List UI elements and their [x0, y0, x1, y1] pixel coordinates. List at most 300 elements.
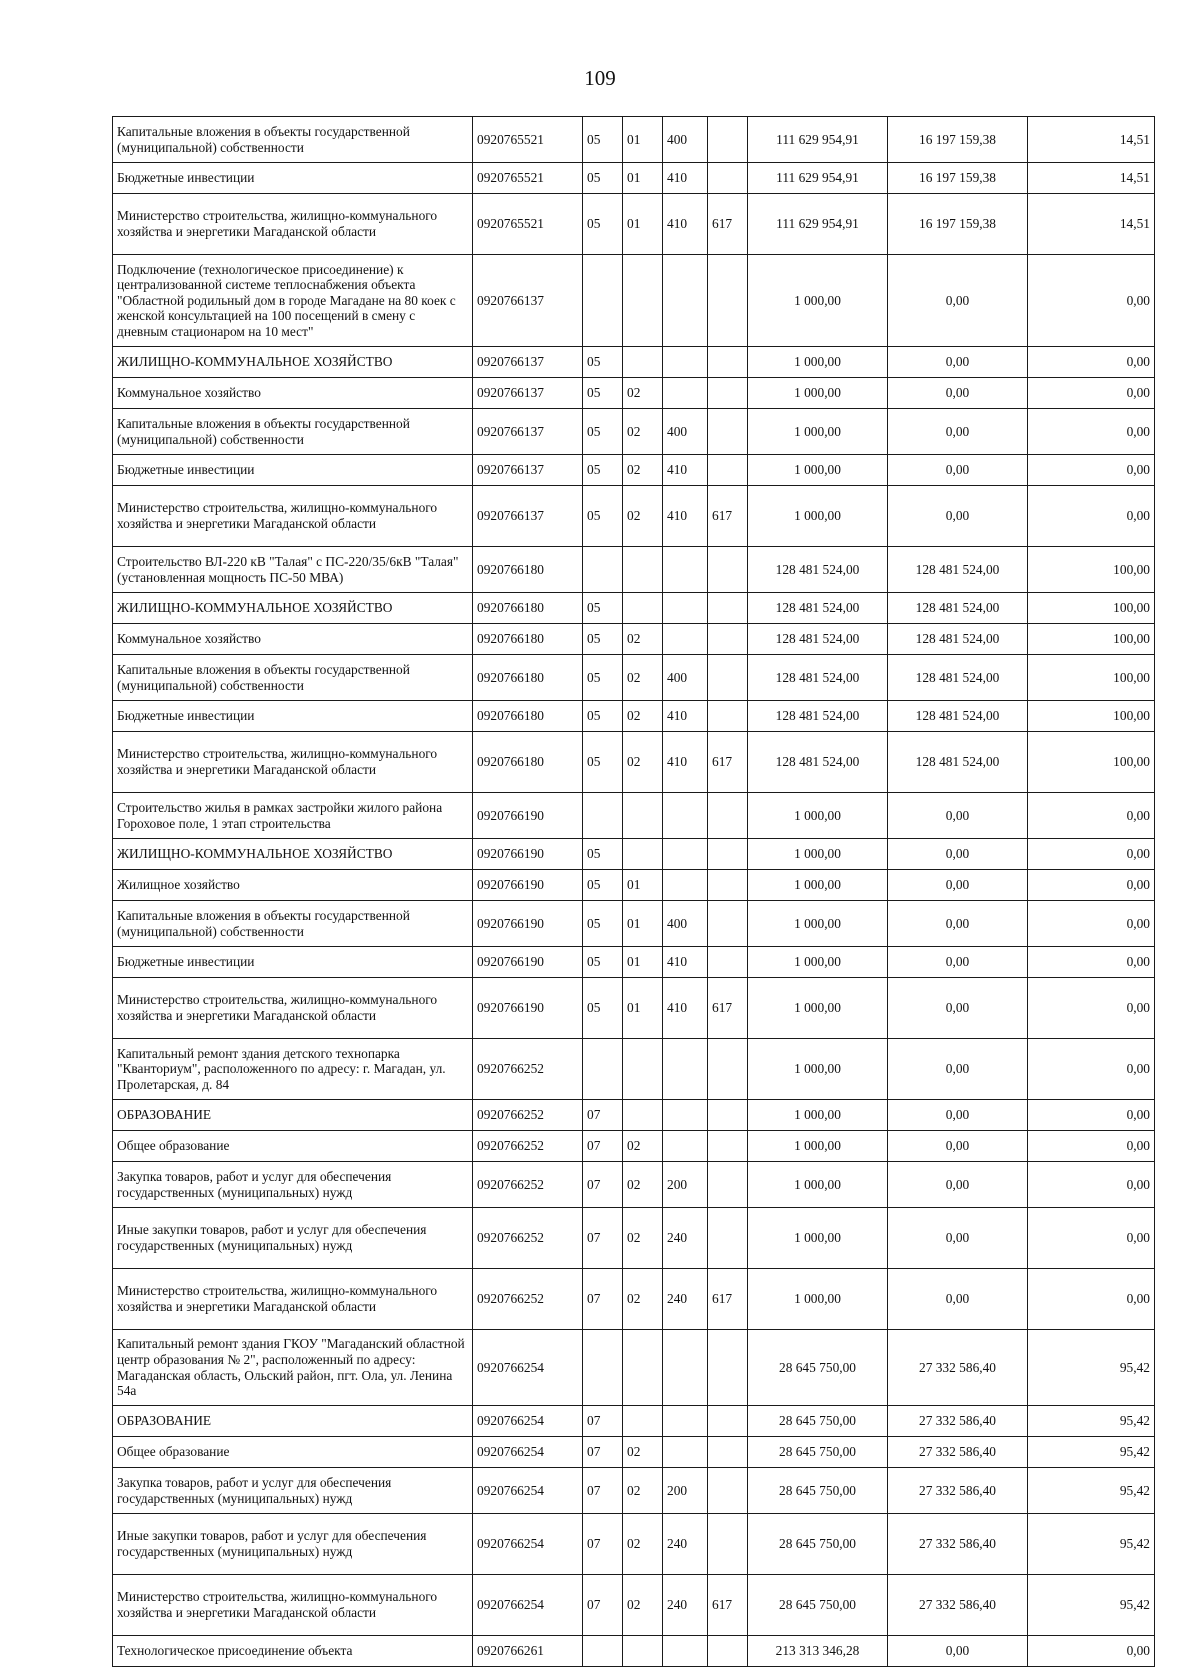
- subsection-code: 02: [623, 1131, 663, 1162]
- executed-amount: 0,00: [888, 870, 1028, 901]
- table-row: [113, 655, 1155, 701]
- row-name: Капитальные вложения в объекты государственной (муниципальной) собственности: [113, 409, 473, 455]
- row-name: ОБРАЗОВАНИЕ: [113, 1100, 473, 1131]
- expense-type-code: 240: [663, 1575, 708, 1636]
- admin-code: [708, 455, 748, 486]
- admin-code: [708, 1039, 748, 1100]
- executed-amount: 0,00: [888, 793, 1028, 839]
- planned-amount: 1 000,00: [748, 409, 888, 455]
- target-code: 0920766254: [473, 1575, 583, 1636]
- subsection-code: 02: [623, 1437, 663, 1468]
- expense-type-code: 200: [663, 1468, 708, 1514]
- table-row: [113, 901, 1155, 947]
- planned-amount: 1 000,00: [748, 1162, 888, 1208]
- admin-code: [708, 547, 748, 593]
- section-code: 07: [583, 1162, 623, 1208]
- executed-amount: 27 332 586,40: [888, 1575, 1028, 1636]
- planned-amount: 28 645 750,00: [748, 1437, 888, 1468]
- planned-amount: 1 000,00: [748, 486, 888, 547]
- executed-amount: 16 197 159,38: [888, 194, 1028, 255]
- section-code: [583, 547, 623, 593]
- admin-code: [708, 1208, 748, 1269]
- table-row: [113, 255, 1155, 347]
- execution-percent: 95,42: [1028, 1406, 1155, 1437]
- row-name: Подключение (технологическое присоединение) к централизованной системе теплоснабжения объекта "Областной родильный дом в городе Магадане на 80 коек с женской консультацией на 100 посещений в смену с дневным стационаром на 10 мест": [113, 255, 473, 347]
- target-code: 0920766252: [473, 1039, 583, 1100]
- executed-amount: 0,00: [888, 409, 1028, 455]
- table-row: [113, 624, 1155, 655]
- target-code: 0920766190: [473, 793, 583, 839]
- target-code: 0920766190: [473, 870, 583, 901]
- section-code: 07: [583, 1131, 623, 1162]
- executed-amount: 128 481 524,00: [888, 547, 1028, 593]
- row-name: Бюджетные инвестиции: [113, 455, 473, 486]
- target-code: 0920766254: [473, 1406, 583, 1437]
- subsection-code: 01: [623, 870, 663, 901]
- expense-type-code: 410: [663, 978, 708, 1039]
- admin-code: [708, 1100, 748, 1131]
- section-code: 07: [583, 1468, 623, 1514]
- row-name: Закупка товаров, работ и услуг для обеспечения государственных (муниципальных) нужд: [113, 1468, 473, 1514]
- row-name: Жилищное хозяйство: [113, 870, 473, 901]
- row-name: Капитальный ремонт здания детского технопарка "Кванториум", расположенного по адресу: г. Магадан, ул. Пролетарская, д. 84: [113, 1039, 473, 1100]
- section-code: 05: [583, 409, 623, 455]
- row-name: Общее образование: [113, 1131, 473, 1162]
- subsection-code: 02: [623, 624, 663, 655]
- subsection-code: 02: [623, 486, 663, 547]
- execution-percent: 0,00: [1028, 1131, 1155, 1162]
- expense-type-code: 240: [663, 1208, 708, 1269]
- section-code: 05: [583, 870, 623, 901]
- table-row: [113, 1208, 1155, 1269]
- section-code: [583, 1330, 623, 1406]
- row-name: Строительство ВЛ-220 кВ "Талая" с ПС-220/35/6кВ "Талая" (установленная мощность ПС-50 МВА): [113, 547, 473, 593]
- target-code: 0920766254: [473, 1330, 583, 1406]
- section-code: 05: [583, 378, 623, 409]
- table-row: [113, 378, 1155, 409]
- executed-amount: 0,00: [888, 1131, 1028, 1162]
- expense-type-code: [663, 1100, 708, 1131]
- row-name: Бюджетные инвестиции: [113, 163, 473, 194]
- expense-type-code: [663, 547, 708, 593]
- admin-code: [708, 870, 748, 901]
- admin-code: 617: [708, 194, 748, 255]
- executed-amount: 27 332 586,40: [888, 1406, 1028, 1437]
- subsection-code: 02: [623, 409, 663, 455]
- table-row: [113, 947, 1155, 978]
- target-code: 0920766261: [473, 1636, 583, 1667]
- execution-percent: 100,00: [1028, 547, 1155, 593]
- row-name: Министерство строительства, жилищно-коммунального хозяйства и энергетики Магаданской области: [113, 194, 473, 255]
- expense-type-code: 400: [663, 901, 708, 947]
- target-code: 0920766190: [473, 839, 583, 870]
- expense-type-code: 410: [663, 194, 708, 255]
- row-name: ЖИЛИЩНО-КОММУНАЛЬНОЕ ХОЗЯЙСТВО: [113, 347, 473, 378]
- row-name: Технологическое присоединение объекта: [113, 1636, 473, 1667]
- executed-amount: 128 481 524,00: [888, 624, 1028, 655]
- expense-type-code: 240: [663, 1269, 708, 1330]
- expense-type-code: 410: [663, 455, 708, 486]
- admin-code: [708, 593, 748, 624]
- subsection-code: 01: [623, 978, 663, 1039]
- execution-percent: 0,00: [1028, 378, 1155, 409]
- section-code: 05: [583, 624, 623, 655]
- planned-amount: 28 645 750,00: [748, 1406, 888, 1437]
- section-code: 07: [583, 1100, 623, 1131]
- execution-percent: 0,00: [1028, 870, 1155, 901]
- expense-type-code: [663, 839, 708, 870]
- section-code: [583, 1039, 623, 1100]
- table-row: [113, 455, 1155, 486]
- row-name: Капитальные вложения в объекты государственной (муниципальной) собственности: [113, 117, 473, 163]
- table-body: [113, 117, 1155, 1667]
- planned-amount: 1 000,00: [748, 347, 888, 378]
- row-name: Коммунальное хозяйство: [113, 378, 473, 409]
- subsection-code: [623, 839, 663, 870]
- expense-type-code: [663, 1636, 708, 1667]
- admin-code: [708, 701, 748, 732]
- section-code: 05: [583, 701, 623, 732]
- row-name: Общее образование: [113, 1437, 473, 1468]
- planned-amount: 1 000,00: [748, 1269, 888, 1330]
- execution-percent: 14,51: [1028, 117, 1155, 163]
- subsection-code: 02: [623, 1162, 663, 1208]
- expense-type-code: [663, 793, 708, 839]
- section-code: [583, 793, 623, 839]
- row-name: Строительство жилья в рамках застройки жилого района Гороховое поле, 1 этап строительства: [113, 793, 473, 839]
- section-code: 05: [583, 947, 623, 978]
- section-code: 05: [583, 655, 623, 701]
- section-code: 05: [583, 732, 623, 793]
- expense-type-code: [663, 378, 708, 409]
- admin-code: [708, 901, 748, 947]
- expense-type-code: [663, 593, 708, 624]
- planned-amount: 128 481 524,00: [748, 732, 888, 793]
- section-code: 07: [583, 1208, 623, 1269]
- section-code: 05: [583, 593, 623, 624]
- execution-percent: 0,00: [1028, 1636, 1155, 1667]
- admin-code: 617: [708, 978, 748, 1039]
- admin-code: [708, 947, 748, 978]
- execution-percent: 0,00: [1028, 255, 1155, 347]
- subsection-code: 01: [623, 117, 663, 163]
- target-code: 0920766252: [473, 1131, 583, 1162]
- target-code: 0920766252: [473, 1162, 583, 1208]
- row-name: Иные закупки товаров, работ и услуг для обеспечения государственных (муниципальных) нужд: [113, 1208, 473, 1269]
- subsection-code: [623, 347, 663, 378]
- admin-code: 617: [708, 486, 748, 547]
- planned-amount: 111 629 954,91: [748, 117, 888, 163]
- execution-percent: 95,42: [1028, 1468, 1155, 1514]
- execution-percent: 0,00: [1028, 839, 1155, 870]
- execution-percent: 0,00: [1028, 901, 1155, 947]
- expense-type-code: [663, 1406, 708, 1437]
- table-row: [113, 701, 1155, 732]
- planned-amount: 111 629 954,91: [748, 163, 888, 194]
- executed-amount: 27 332 586,40: [888, 1514, 1028, 1575]
- row-name: Иные закупки товаров, работ и услуг для обеспечения государственных (муниципальных) нужд: [113, 1514, 473, 1575]
- table-row: [113, 1468, 1155, 1514]
- execution-percent: 0,00: [1028, 409, 1155, 455]
- row-name: Министерство строительства, жилищно-коммунального хозяйства и энергетики Магаданской области: [113, 978, 473, 1039]
- admin-code: [708, 1468, 748, 1514]
- target-code: 0920766190: [473, 947, 583, 978]
- subsection-code: [623, 593, 663, 624]
- table-row: [113, 194, 1155, 255]
- table-row: [113, 1514, 1155, 1575]
- admin-code: [708, 1636, 748, 1667]
- row-name: Министерство строительства, жилищно-коммунального хозяйства и энергетики Магаданской области: [113, 1269, 473, 1330]
- table-row: [113, 547, 1155, 593]
- section-code: 05: [583, 163, 623, 194]
- executed-amount: 128 481 524,00: [888, 701, 1028, 732]
- execution-percent: 14,51: [1028, 194, 1155, 255]
- executed-amount: 16 197 159,38: [888, 163, 1028, 194]
- admin-code: [708, 255, 748, 347]
- planned-amount: 128 481 524,00: [748, 624, 888, 655]
- table-row: [113, 1330, 1155, 1406]
- page-number: 109: [584, 66, 616, 90]
- section-code: 05: [583, 455, 623, 486]
- target-code: 0920766137: [473, 347, 583, 378]
- admin-code: [708, 839, 748, 870]
- execution-percent: 0,00: [1028, 793, 1155, 839]
- subsection-code: 02: [623, 455, 663, 486]
- table-row: [113, 409, 1155, 455]
- expense-type-code: [663, 870, 708, 901]
- subsection-code: 02: [623, 1514, 663, 1575]
- row-name: ЖИЛИЩНО-КОММУНАЛЬНОЕ ХОЗЯЙСТВО: [113, 593, 473, 624]
- target-code: 0920766254: [473, 1514, 583, 1575]
- section-code: 07: [583, 1437, 623, 1468]
- admin-code: [708, 117, 748, 163]
- execution-percent: 0,00: [1028, 1269, 1155, 1330]
- planned-amount: 128 481 524,00: [748, 547, 888, 593]
- executed-amount: 0,00: [888, 1100, 1028, 1131]
- table-row: [113, 978, 1155, 1039]
- section-code: [583, 1636, 623, 1667]
- row-name: Министерство строительства, жилищно-коммунального хозяйства и энергетики Магаданской области: [113, 486, 473, 547]
- target-code: 0920766252: [473, 1208, 583, 1269]
- row-name: Капитальные вложения в объекты государственной (муниципальной) собственности: [113, 901, 473, 947]
- row-name: ЖИЛИЩНО-КОММУНАЛЬНОЕ ХОЗЯЙСТВО: [113, 839, 473, 870]
- executed-amount: 16 197 159,38: [888, 117, 1028, 163]
- admin-code: [708, 624, 748, 655]
- table-row: [113, 1100, 1155, 1131]
- admin-code: [708, 378, 748, 409]
- subsection-code: 02: [623, 655, 663, 701]
- expense-type-code: 400: [663, 655, 708, 701]
- table-row: [113, 732, 1155, 793]
- executed-amount: 0,00: [888, 901, 1028, 947]
- execution-percent: 0,00: [1028, 455, 1155, 486]
- expense-type-code: [663, 1131, 708, 1162]
- executed-amount: 0,00: [888, 1208, 1028, 1269]
- table-row: [113, 839, 1155, 870]
- admin-code: 617: [708, 1269, 748, 1330]
- subsection-code: 01: [623, 163, 663, 194]
- section-code: 05: [583, 486, 623, 547]
- planned-amount: 1 000,00: [748, 793, 888, 839]
- target-code: 0920766180: [473, 547, 583, 593]
- expense-type-code: 410: [663, 163, 708, 194]
- target-code: 0920765521: [473, 194, 583, 255]
- planned-amount: 128 481 524,00: [748, 701, 888, 732]
- target-code: 0920766137: [473, 486, 583, 547]
- subsection-code: [623, 793, 663, 839]
- table-row: [113, 1575, 1155, 1636]
- admin-code: 617: [708, 732, 748, 793]
- table-row: [113, 593, 1155, 624]
- admin-code: [708, 1406, 748, 1437]
- subsection-code: [623, 1406, 663, 1437]
- table-row: [113, 1162, 1155, 1208]
- expense-type-code: [663, 1437, 708, 1468]
- executed-amount: 27 332 586,40: [888, 1330, 1028, 1406]
- target-code: 0920766252: [473, 1100, 583, 1131]
- execution-percent: 100,00: [1028, 701, 1155, 732]
- row-name: Капитальные вложения в объекты государственной (муниципальной) собственности: [113, 655, 473, 701]
- admin-code: [708, 1514, 748, 1575]
- planned-amount: 1 000,00: [748, 1100, 888, 1131]
- subsection-code: [623, 1039, 663, 1100]
- table-row: [113, 1406, 1155, 1437]
- execution-percent: 0,00: [1028, 1162, 1155, 1208]
- execution-percent: 95,42: [1028, 1575, 1155, 1636]
- row-name: Министерство строительства, жилищно-коммунального хозяйства и энергетики Магаданской области: [113, 1575, 473, 1636]
- row-name: Коммунальное хозяйство: [113, 624, 473, 655]
- table-row: [113, 1131, 1155, 1162]
- admin-code: [708, 1437, 748, 1468]
- target-code: 0920766180: [473, 624, 583, 655]
- execution-percent: 0,00: [1028, 486, 1155, 547]
- row-name: ОБРАЗОВАНИЕ: [113, 1406, 473, 1437]
- subsection-code: 02: [623, 1575, 663, 1636]
- executed-amount: 128 481 524,00: [888, 593, 1028, 624]
- planned-amount: 1 000,00: [748, 1131, 888, 1162]
- subsection-code: 02: [623, 378, 663, 409]
- execution-percent: 95,42: [1028, 1330, 1155, 1406]
- expense-type-code: 410: [663, 732, 708, 793]
- planned-amount: 128 481 524,00: [748, 593, 888, 624]
- executed-amount: 0,00: [888, 455, 1028, 486]
- executed-amount: 0,00: [888, 486, 1028, 547]
- expense-type-code: 200: [663, 1162, 708, 1208]
- section-code: 05: [583, 901, 623, 947]
- admin-code: [708, 793, 748, 839]
- expense-type-code: 410: [663, 701, 708, 732]
- target-code: 0920766252: [473, 1269, 583, 1330]
- target-code: 0920766190: [473, 901, 583, 947]
- target-code: 0920766180: [473, 732, 583, 793]
- row-name: Закупка товаров, работ и услуг для обеспечения государственных (муниципальных) нужд: [113, 1162, 473, 1208]
- execution-percent: 0,00: [1028, 978, 1155, 1039]
- admin-code: [708, 347, 748, 378]
- target-code: 0920766137: [473, 378, 583, 409]
- section-code: 07: [583, 1514, 623, 1575]
- execution-percent: 95,42: [1028, 1514, 1155, 1575]
- admin-code: [708, 409, 748, 455]
- executed-amount: 27 332 586,40: [888, 1437, 1028, 1468]
- planned-amount: 1 000,00: [748, 870, 888, 901]
- planned-amount: 28 645 750,00: [748, 1575, 888, 1636]
- subsection-code: [623, 1636, 663, 1667]
- section-code: 05: [583, 117, 623, 163]
- execution-percent: 0,00: [1028, 947, 1155, 978]
- executed-amount: 0,00: [888, 1039, 1028, 1100]
- table-row: [113, 163, 1155, 194]
- executed-amount: 27 332 586,40: [888, 1468, 1028, 1514]
- expense-type-code: 240: [663, 1514, 708, 1575]
- target-code: 0920766137: [473, 255, 583, 347]
- admin-code: [708, 655, 748, 701]
- row-name: Бюджетные инвестиции: [113, 701, 473, 732]
- planned-amount: 128 481 524,00: [748, 655, 888, 701]
- table-row: [113, 1039, 1155, 1100]
- subsection-code: 02: [623, 701, 663, 732]
- executed-amount: 0,00: [888, 978, 1028, 1039]
- row-name: Капитальный ремонт здания ГКОУ "Магаданский областной центр образования № 2", расположенный по адресу: Магаданская область, Ольский район, пгт. Ола, ул. Ленина 54а: [113, 1330, 473, 1406]
- planned-amount: 1 000,00: [748, 901, 888, 947]
- target-code: 0920765521: [473, 163, 583, 194]
- expense-type-code: 410: [663, 486, 708, 547]
- planned-amount: 1 000,00: [748, 839, 888, 870]
- subsection-code: [623, 547, 663, 593]
- planned-amount: 28 645 750,00: [748, 1468, 888, 1514]
- expense-type-code: [663, 347, 708, 378]
- target-code: 0920765521: [473, 117, 583, 163]
- target-code: 0920766137: [473, 455, 583, 486]
- subsection-code: 02: [623, 732, 663, 793]
- planned-amount: 28 645 750,00: [748, 1514, 888, 1575]
- subsection-code: 02: [623, 1208, 663, 1269]
- admin-code: 617: [708, 1575, 748, 1636]
- subsection-code: 02: [623, 1468, 663, 1514]
- execution-percent: 0,00: [1028, 1039, 1155, 1100]
- admin-code: [708, 1162, 748, 1208]
- planned-amount: 1 000,00: [748, 1208, 888, 1269]
- executed-amount: 128 481 524,00: [888, 732, 1028, 793]
- execution-percent: 0,00: [1028, 1100, 1155, 1131]
- subsection-code: 01: [623, 901, 663, 947]
- execution-percent: 95,42: [1028, 1437, 1155, 1468]
- execution-percent: 14,51: [1028, 163, 1155, 194]
- expense-type-code: [663, 255, 708, 347]
- admin-code: [708, 163, 748, 194]
- section-code: 05: [583, 978, 623, 1039]
- admin-code: [708, 1330, 748, 1406]
- execution-percent: 100,00: [1028, 624, 1155, 655]
- table-row: [113, 117, 1155, 163]
- section-code: [583, 255, 623, 347]
- subsection-code: [623, 255, 663, 347]
- execution-percent: 0,00: [1028, 347, 1155, 378]
- section-code: 07: [583, 1406, 623, 1437]
- section-code: 07: [583, 1269, 623, 1330]
- row-name: Министерство строительства, жилищно-коммунального хозяйства и энергетики Магаданской области: [113, 732, 473, 793]
- target-code: 0920766254: [473, 1468, 583, 1514]
- expense-type-code: 400: [663, 117, 708, 163]
- expense-type-code: 400: [663, 409, 708, 455]
- executed-amount: 0,00: [888, 378, 1028, 409]
- subsection-code: 01: [623, 194, 663, 255]
- subsection-code: 02: [623, 1269, 663, 1330]
- target-code: 0920766180: [473, 593, 583, 624]
- planned-amount: 1 000,00: [748, 947, 888, 978]
- planned-amount: 1 000,00: [748, 1039, 888, 1100]
- planned-amount: 213 313 346,28: [748, 1636, 888, 1667]
- target-code: 0920766180: [473, 701, 583, 732]
